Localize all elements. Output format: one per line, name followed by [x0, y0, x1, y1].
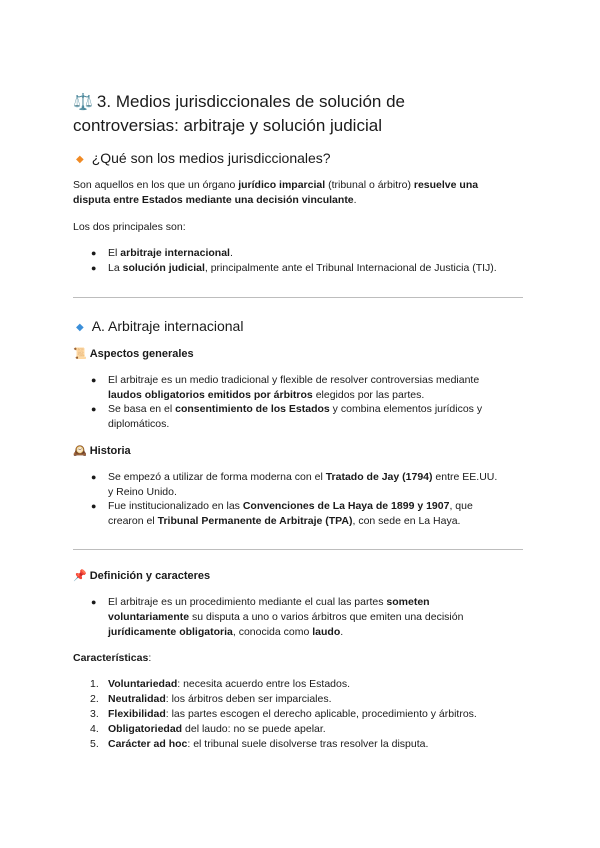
- item-number: 4.: [90, 723, 99, 735]
- divider: [73, 549, 523, 550]
- text-run: Son aquellos en los que un órgano: [73, 179, 239, 191]
- text-run: : los árbitros deben ser imparciales.: [165, 693, 332, 705]
- subheading-text: Definición y caracteres: [89, 570, 211, 582]
- scales-icon: ⚖️: [73, 94, 93, 111]
- bullet-dot: ●: [91, 501, 97, 511]
- bold-run: jurídicamente obligatoria: [108, 626, 233, 638]
- bold-run: laudos obligatorios emitidos por árbitros: [108, 389, 313, 401]
- bold-run: arbitraje internacional: [120, 247, 230, 259]
- text-run: , conocida como: [232, 626, 313, 638]
- text-run: : necesita acuerdo entre los Estados.: [177, 678, 351, 690]
- text-run: .: [229, 247, 233, 259]
- numbered-item: [73, 737, 543, 752]
- bold-run: Obligatoriedad: [108, 723, 183, 735]
- text-run: .: [340, 626, 344, 638]
- item-number: 5.: [90, 738, 99, 750]
- bold-run: Convenciones de La Haya de 1899 y 1907: [242, 500, 450, 512]
- item-number: 2.: [90, 693, 99, 705]
- bullet-dot: ●: [91, 472, 97, 482]
- pushpin-icon: 📌: [73, 570, 87, 582]
- bold-run: resuelve una: [413, 179, 479, 191]
- text-run: : las partes escogen el derecho aplicable, procedimiento y árbitros.: [165, 708, 477, 720]
- text-run: elegidos por las partes.: [312, 389, 425, 401]
- text-run: (tribunal o árbitro): [325, 179, 414, 191]
- numbered-item: [73, 677, 543, 692]
- item-number: 1.: [90, 678, 99, 690]
- list-item: [73, 373, 543, 403]
- text-run: , con sede en La Haya.: [352, 515, 461, 527]
- text-run: diplomáticos.: [108, 418, 170, 430]
- bold-run: Flexibilidad: [108, 708, 166, 720]
- page-title: [73, 90, 543, 137]
- bold-run: jurídico imparcial: [238, 179, 326, 191]
- section-heading-text: ¿Qué son los medios jurisdiccionales?: [91, 150, 331, 166]
- bold-run: someten: [386, 596, 430, 608]
- text-run: entre EE.UU.: [432, 471, 498, 483]
- orange-diamond-icon: ◆: [76, 154, 84, 165]
- text-run: y combina elementos jurídicos y: [329, 403, 483, 415]
- text-run: El: [108, 247, 121, 259]
- list-item: [73, 246, 533, 261]
- bold-run: Voluntariedad: [108, 678, 178, 690]
- text-run: El arbitraje es un procedimiento mediante el cual las partes: [108, 596, 387, 608]
- bold-run: Tribunal Permanente de Arbitraje (TPA): [157, 515, 353, 527]
- bold-run: Neutralidad: [108, 693, 166, 705]
- paragraph-definition: [73, 178, 533, 208]
- subheading-aspectos: [73, 347, 194, 361]
- bullet-dot: ●: [91, 375, 97, 385]
- list-item: [73, 402, 543, 432]
- item-number: 3.: [90, 708, 99, 720]
- numbered-item: [73, 722, 543, 737]
- text-run: , principalmente ante el Tribunal Internacional de Justicia (TIJ).: [204, 262, 497, 274]
- text-run: :: [148, 652, 152, 664]
- blue-diamond-icon: ◆: [76, 322, 84, 333]
- bold-run: Carácter ad hoc: [108, 738, 188, 750]
- subheading-definicion: [73, 569, 210, 583]
- list-item: [73, 470, 543, 500]
- divider: [73, 297, 523, 298]
- text-run: Se basa en el: [108, 403, 176, 415]
- caracteristicas-label: [73, 651, 151, 666]
- title-line-1: 3. Medios jurisdiccionales de solución de: [96, 92, 405, 111]
- clock-icon: 🕰️: [73, 445, 87, 457]
- bullet-dot: ●: [91, 248, 97, 258]
- section-heading-arbitraje: [76, 317, 243, 337]
- bullet-dot: ●: [91, 263, 97, 273]
- bold-run: laudo: [312, 626, 341, 638]
- subheading-text: Historia: [89, 445, 131, 457]
- bold-run: voluntariamente: [108, 611, 190, 623]
- bold-run: Tratado de Jay (1794): [325, 471, 433, 483]
- subheading-text: Aspectos generales: [89, 348, 194, 360]
- section-heading-text: A. Arbitraje internacional: [91, 318, 244, 334]
- section-heading-medios: [76, 149, 331, 169]
- text-run: y Reino Unido.: [108, 486, 177, 498]
- text-run: El arbitraje es un medio tradicional y flexible de resolver controversias mediante: [108, 374, 480, 386]
- text-run: .: [353, 194, 357, 206]
- title-line-2: controversias: arbitraje y solución judicial: [73, 116, 382, 135]
- list-item: [73, 261, 543, 276]
- bold-run: disputa entre Estados mediante una decisión vinculante: [73, 194, 354, 206]
- subheading-historia: [73, 444, 131, 458]
- text-run: del laudo: no se puede apelar.: [182, 723, 326, 735]
- text-run: su disputa a uno o varios árbitros que emiten una decisión: [189, 611, 464, 623]
- scroll-icon: 📜: [73, 348, 87, 360]
- paragraph-principales: Los dos principales son:: [73, 221, 186, 233]
- text-run: : el tribunal suele disolverse tras resolver la disputa.: [187, 738, 429, 750]
- bullet-dot: ●: [91, 404, 97, 414]
- text-run: , que: [449, 500, 473, 512]
- text-run: Fue institucionalizado en las: [108, 500, 243, 512]
- bold-run: Características: [73, 652, 149, 664]
- bold-run: solución judicial: [122, 262, 205, 274]
- text-run: Se empezó a utilizar de forma moderna con el: [108, 471, 326, 483]
- bold-run: consentimiento de los Estados: [175, 403, 330, 415]
- list-item: [73, 595, 543, 640]
- list-item: [73, 499, 543, 529]
- text-run: crearon el: [108, 515, 158, 527]
- numbered-item: [73, 692, 543, 707]
- bullet-dot: ●: [91, 597, 97, 607]
- numbered-item: [73, 707, 543, 722]
- text-run: La: [108, 262, 123, 274]
